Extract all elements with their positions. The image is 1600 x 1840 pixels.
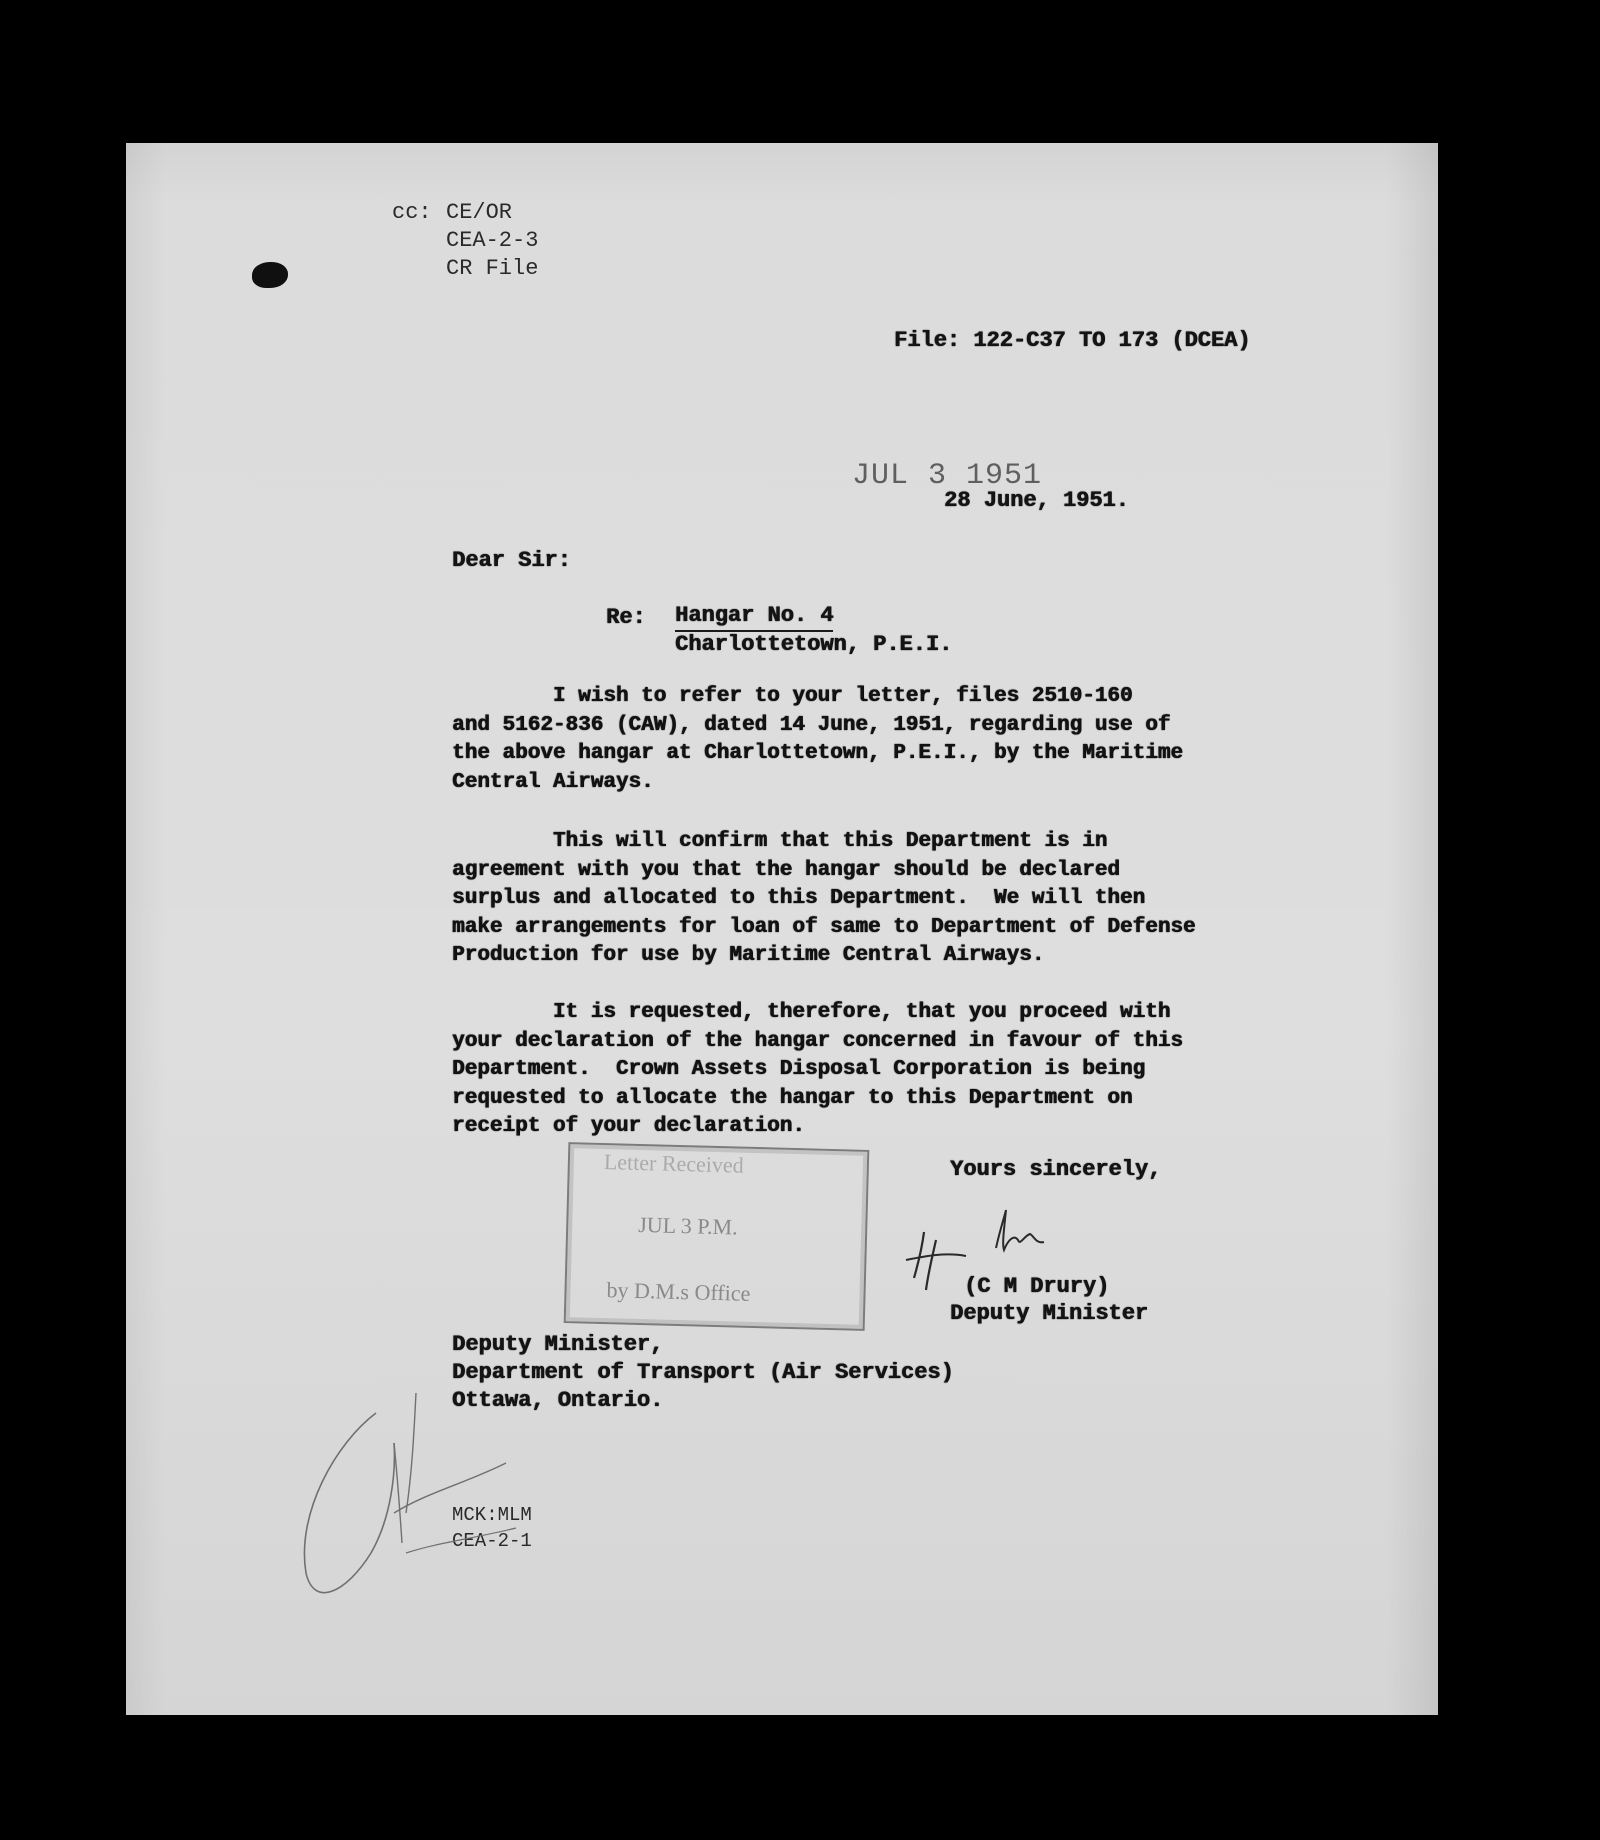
received-stamp <box>564 1142 870 1331</box>
re-subject: Hangar No. 4 <box>675 602 833 632</box>
addressee-line-1: Deputy Minister, <box>452 1332 664 1357</box>
date-stamp: JUL 3 1951 <box>852 459 1043 493</box>
cc-line-2: CEA-2-3 <box>446 228 539 253</box>
ink-blot <box>252 262 288 288</box>
received-stamp-line-1: Letter Received <box>603 1149 745 1178</box>
file-reference: File: 122-C37 TO 173 (DCEA) <box>894 328 1251 353</box>
received-stamp-date: JUL 3 P.M. <box>637 1211 739 1240</box>
typist-initials: MCK:MLM <box>452 1504 532 1526</box>
letter-date: 28 June, 1951. <box>944 488 1129 513</box>
received-stamp-office: by D.M.s Office <box>606 1277 751 1306</box>
addressee-line-3: Ottawa, Ontario. <box>452 1388 664 1413</box>
re-location: Charlottetown, P.E.I. <box>675 632 953 657</box>
paragraph-2: This will confirm that this Department is in agreement with you that the hangar should be declared surplus and allocated to this Department. We will then make arrangements for loan of same to Department of Defense Production for use by Maritime Central Airways. <box>452 830 1196 968</box>
cc-label: cc: <box>392 200 432 225</box>
paragraph-3: It is requested, therefore, that you proceed with your declaration of the hangar concerned in favour of this Department. Crown Assets Disposal Corporation is being requested to allocate the hangar to this Department on receipt of your declaration. <box>452 1001 1183 1139</box>
signer-name: (C M Drury) <box>964 1274 1110 1299</box>
cc-line-1: CE/OR <box>446 200 513 225</box>
footer-file-ref: CEA-2-1 <box>452 1530 532 1552</box>
letter-page <box>126 143 1438 1715</box>
addressee-line-2: Department of Transport (Air Services) <box>452 1360 954 1385</box>
pencil-scrawl <box>276 1393 576 1623</box>
closing: Yours sincerely, <box>950 1157 1162 1182</box>
paragraph-1: I wish to refer to your letter, files 2510-160 and 5162-836 (CAW), dated 14 June, 1951, regarding use of the above hangar at Charlottetown, P.E.I., by the Maritime Central Airways. <box>452 685 1183 794</box>
salutation: Dear Sir: <box>452 548 571 573</box>
cc-line-3: CR File <box>446 256 539 281</box>
re-label: Re: <box>606 605 646 630</box>
signer-title: Deputy Minister <box>950 1301 1149 1326</box>
